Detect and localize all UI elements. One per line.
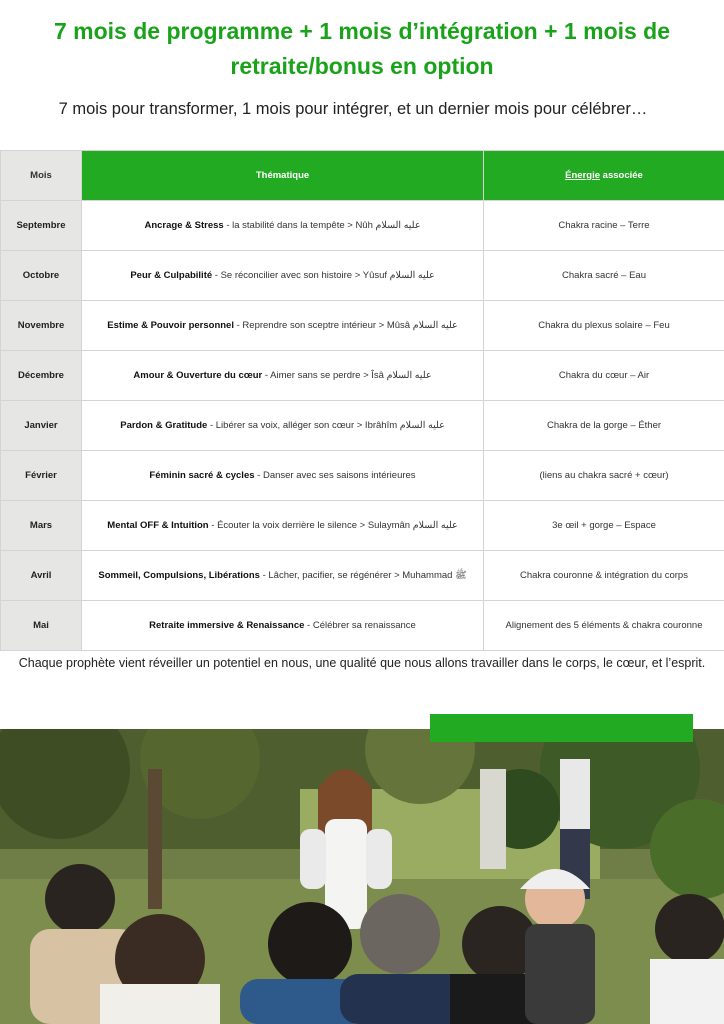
theme-description: - Se réconcilier avec son histoire > Yûsuf عليه السلام [212,270,435,281]
theme-cell [82,401,484,451]
month-cell: Mars [1,501,82,551]
theme-cell [82,351,484,401]
energy-cell: Alignement des 5 éléments & chakra couronne [484,601,724,651]
header-month: Mois [1,151,82,201]
energy-cell: Chakra de la gorge – Éther [484,401,724,451]
theme-cell [82,501,484,551]
table-row [1,401,724,451]
theme-description: - Lâcher, pacifier, se régénérer > Muhammad ﷺ [259,569,467,581]
theme-title: Sommeil, Compulsions, Libérations [98,569,260,581]
month-cell: Février [1,451,82,501]
theme-description: - Reprendre son sceptre intérieur > Mûsâ عليه السلام [233,320,458,331]
theme-title: Ancrage & Stress [144,220,224,231]
month-cell: Décembre [1,351,82,401]
energy-cell: 3e œil + gorge – Espace [484,501,724,551]
header-theme: Thématique [82,151,484,201]
theme-description: - Libérer sa voix, alléger son cœur > Ibrâhîm عليه السلام [207,420,445,431]
green-accent-bar [430,714,693,742]
theme-title: Mental OFF & Intuition [107,520,209,531]
table-header-row [1,151,724,201]
theme-description: - Écouter la voix derrière le silence > Sulaymân عليه السلام [208,520,458,531]
theme-cell [82,201,484,251]
energy-cell: (liens au chakra sacré + cœur) [484,451,724,501]
month-cell: Mai [1,601,82,651]
table-row [1,251,724,301]
energy-cell: Chakra couronne & intégration du corps [484,551,724,601]
table-row [1,351,724,401]
theme-cell [82,551,484,601]
group-session-photo [0,729,724,1024]
month-cell: Septembre [1,201,82,251]
theme-cell [82,251,484,301]
theme-title: Retraite immersive & Renaissance [149,620,305,631]
energy-cell: Chakra racine – Terre [484,201,724,251]
theme-title: Féminin sacré & cycles [149,470,255,481]
month-cell: Avril [1,551,82,601]
table-row [1,601,724,651]
month-cell: Janvier [1,401,82,451]
table-row [1,201,724,251]
header-energy-rest: associée [600,170,643,181]
theme-title: Estime & Pouvoir personnel [107,320,234,331]
theme-description: - la stabilité dans la tempête > Nûh عليه السلام [223,220,421,231]
energy-cell: Chakra du cœur – Air [484,351,724,401]
theme-cell [82,601,484,651]
theme-cell [82,451,484,501]
title-line-2: retraite/bonus en option [230,53,494,79]
program-table [0,150,724,651]
theme-title: Pardon & Gratitude [120,420,208,431]
page-title [0,14,724,84]
table-row [1,301,724,351]
energy-cell: Chakra sacré – Eau [484,251,724,301]
header-energy [484,151,724,201]
theme-description: - Célébrer sa renaissance [304,620,416,631]
title-line-1: 7 mois de programme + 1 mois d’intégration + 1 mois de [53,18,671,44]
theme-cell [82,301,484,351]
month-cell: Octobre [1,251,82,301]
table-row [1,451,724,501]
theme-title: Peur & Culpabilité [130,270,213,281]
header-energy-underlined: Énergie [565,170,601,181]
month-cell: Novembre [1,301,82,351]
prophet-note: Chaque prophète vient réveiller un potentiel en nous, une qualité que nous allons travailler dans le corps, le cœur, et l’esprit. [18,656,706,670]
theme-description: - Danser avec ses saisons intérieures [254,470,416,481]
table-row [1,501,724,551]
table-row [1,551,724,601]
theme-description: - Aimer sans se perdre > Îsâ عليه السلام [262,370,432,381]
theme-title: Amour & Ouverture du cœur [133,370,263,381]
subtitle: 7 mois pour transformer, 1 mois pour intégrer, et un dernier mois pour célébrer… [58,100,648,118]
energy-cell: Chakra du plexus solaire – Feu [484,301,724,351]
